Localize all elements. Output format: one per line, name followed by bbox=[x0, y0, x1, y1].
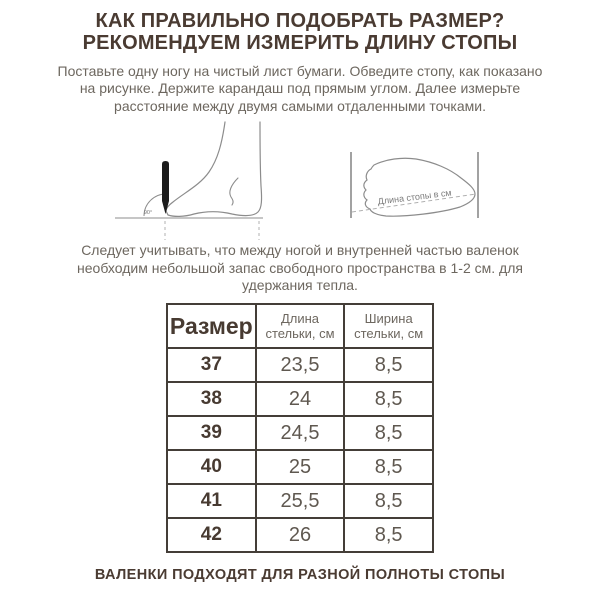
insole-length-value: 23,5 bbox=[256, 348, 345, 382]
insole-length-value: 25 bbox=[256, 450, 345, 484]
size-value: 38 bbox=[167, 382, 256, 416]
size-table bbox=[166, 303, 434, 553]
measurement-illustrations bbox=[0, 121, 600, 239]
insole-width-value: 8,5 bbox=[344, 484, 433, 518]
insole-width-value: 8,5 bbox=[344, 348, 433, 382]
table-row bbox=[167, 450, 433, 484]
page-title-line-2: РЕКОМЕНДУЕМ ИЗМЕРИТЬ ДЛИНУ СТОПЫ bbox=[82, 32, 518, 54]
size-guide-infographic bbox=[0, 10, 600, 610]
insole-width-value: 8,5 bbox=[344, 416, 433, 450]
allowance-note-text: Следует учитывать, что между ногой и внутренней частью валенок необходим небольшой запас свободного пространства в 1-2 см. для удержания тепла. bbox=[77, 242, 523, 294]
insole-length-value: 26 bbox=[256, 518, 345, 552]
insole-width-value: 8,5 bbox=[344, 382, 433, 416]
size-value: 39 bbox=[167, 416, 256, 450]
footer-text: ВАЛЕНКИ ПОДХОДЯТ ДЛЯ РАЗНОЙ ПОЛНОТЫ СТОПЫ bbox=[94, 567, 506, 584]
foot-length-label: Длина стопы в см bbox=[376, 187, 452, 207]
size-value: 41 bbox=[167, 484, 256, 518]
page-title bbox=[0, 10, 600, 54]
foot-length-illustration bbox=[344, 149, 489, 234]
size-table-header-row bbox=[167, 304, 433, 348]
page-title-line-1: КАК ПРАВИЛЬНО ПОДОБРАТЬ РАЗМЕР? bbox=[95, 10, 505, 32]
angle-label: 90° bbox=[143, 210, 152, 217]
table-row bbox=[167, 518, 433, 552]
foot-side-outline bbox=[166, 122, 262, 216]
size-value: 37 bbox=[167, 348, 256, 382]
insole-length-value: 25,5 bbox=[256, 484, 345, 518]
size-value: 42 bbox=[167, 518, 256, 552]
ankle-crease-line bbox=[229, 178, 237, 205]
insole-width-value: 8,5 bbox=[344, 518, 433, 552]
measuring-instructions-text: Поставьте одну ногу на чистый лист бумаги. Обведите стопу, как показано на рисунке. Держите карандаш под прямым углом. Далее измерьте расстояние между двумя самыми отдаленными точками. bbox=[57, 63, 543, 114]
table-row bbox=[167, 382, 433, 416]
col-header-insole-length: Длина стельки, см bbox=[256, 304, 345, 348]
col-header-insole-width: Ширина стельки, см bbox=[344, 304, 433, 348]
insole-length-value: 24,5 bbox=[256, 416, 345, 450]
table-row bbox=[167, 348, 433, 382]
size-value: 40 bbox=[167, 450, 256, 484]
table-row bbox=[167, 484, 433, 518]
table-row bbox=[167, 416, 433, 450]
foot-side-measure-illustration bbox=[112, 121, 272, 243]
col-header-size: Размер bbox=[167, 304, 256, 348]
insole-width-value: 8,5 bbox=[344, 450, 433, 484]
insole-length-value: 24 bbox=[256, 382, 345, 416]
